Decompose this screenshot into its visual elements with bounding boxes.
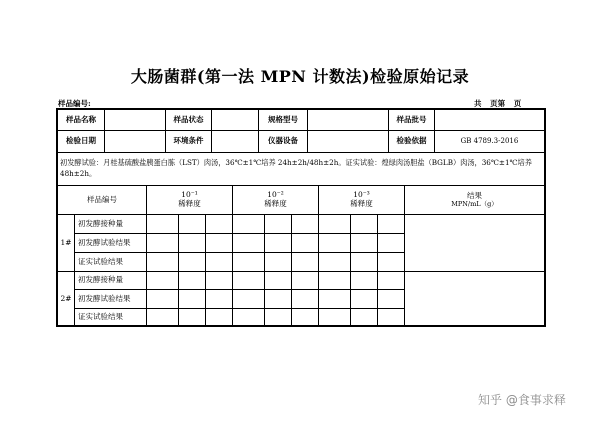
environment-field[interactable] [212,131,258,152]
result-cell-2[interactable] [405,272,544,326]
sample-id-1: 1# [60,237,72,247]
sample-state-field[interactable] [212,110,258,130]
col-line [291,214,292,327]
sample-id-2: 2# [60,294,72,304]
batch-number-label: 样品批号 [396,114,427,124]
test-date-field[interactable] [105,131,165,152]
sample-state-label: 样品状态 [173,114,204,124]
instrument-field[interactable] [308,131,388,152]
result-header [405,186,544,214]
result-title: 结果 [467,190,482,200]
sample-no-header: 样品编号 [87,194,117,204]
page-title: 大肠菌群(第一法 MPN 计数法)检验原始记录 [130,67,470,86]
dilution-label: 稀释度 [264,199,287,208]
step-confirm-result-label: 证实试验结果 [78,256,123,266]
sample-name-label: 样品名称 [66,114,96,124]
step-confirm-result-label: 证实试验结果 [78,312,123,322]
col-line [74,214,75,327]
dilution-value: 10⁻¹ [181,190,198,200]
dilution-label: 稀释度 [178,199,201,208]
test-date-label: 检验日期 [66,136,96,146]
row-line [56,152,546,153]
col-line [264,214,265,327]
dilution-header-1 [147,186,232,214]
step-initial-result-label: 初发酵试验结果 [78,237,131,247]
dilution-header-2 [233,186,318,214]
method-description: 初发酵试验：月桂基硫酸盐胰蛋白胨（LST）肉汤，36℃±1℃培养 24h±2h/48h±2h。证实试验：煌绿肉汤胆盐（BGLB）肉汤，36℃±1℃培养 48h±2h。 [60,158,532,179]
test-basis-label: 检验依据 [396,136,427,146]
batch-number-field[interactable] [435,110,544,130]
col-line [178,214,179,327]
col-line [205,214,206,327]
step-initial-result-label: 初发酵试验结果 [78,293,131,303]
dilution-header-3 [319,186,404,214]
test-basis-value: GB 4789.3-2016 [460,137,519,146]
step-inoculum-label: 初发酵接种量 [78,218,123,228]
dilution-label: 稀释度 [350,199,373,208]
spec-model-field[interactable] [308,110,388,130]
instrument-label: 仪器设备 [268,136,298,146]
result-cell-1[interactable] [405,215,544,271]
dilution-value: 10⁻² [267,190,284,200]
watermark: 知乎 @食事求释 [478,393,566,407]
result-unit: MPN/mL（g） [451,199,498,208]
sample-name-field[interactable] [105,110,165,130]
page-count-label: 共 页第 页 [474,99,522,108]
dilution-value: 10⁻³ [353,190,370,200]
col-line [350,214,351,327]
step-inoculum-label: 初发酵接种量 [78,275,123,285]
col-line [377,214,378,327]
spec-model-label: 规格型号 [268,114,298,124]
environment-label: 环境条件 [173,136,204,146]
sample-number-label: 样品编号: [58,99,91,108]
